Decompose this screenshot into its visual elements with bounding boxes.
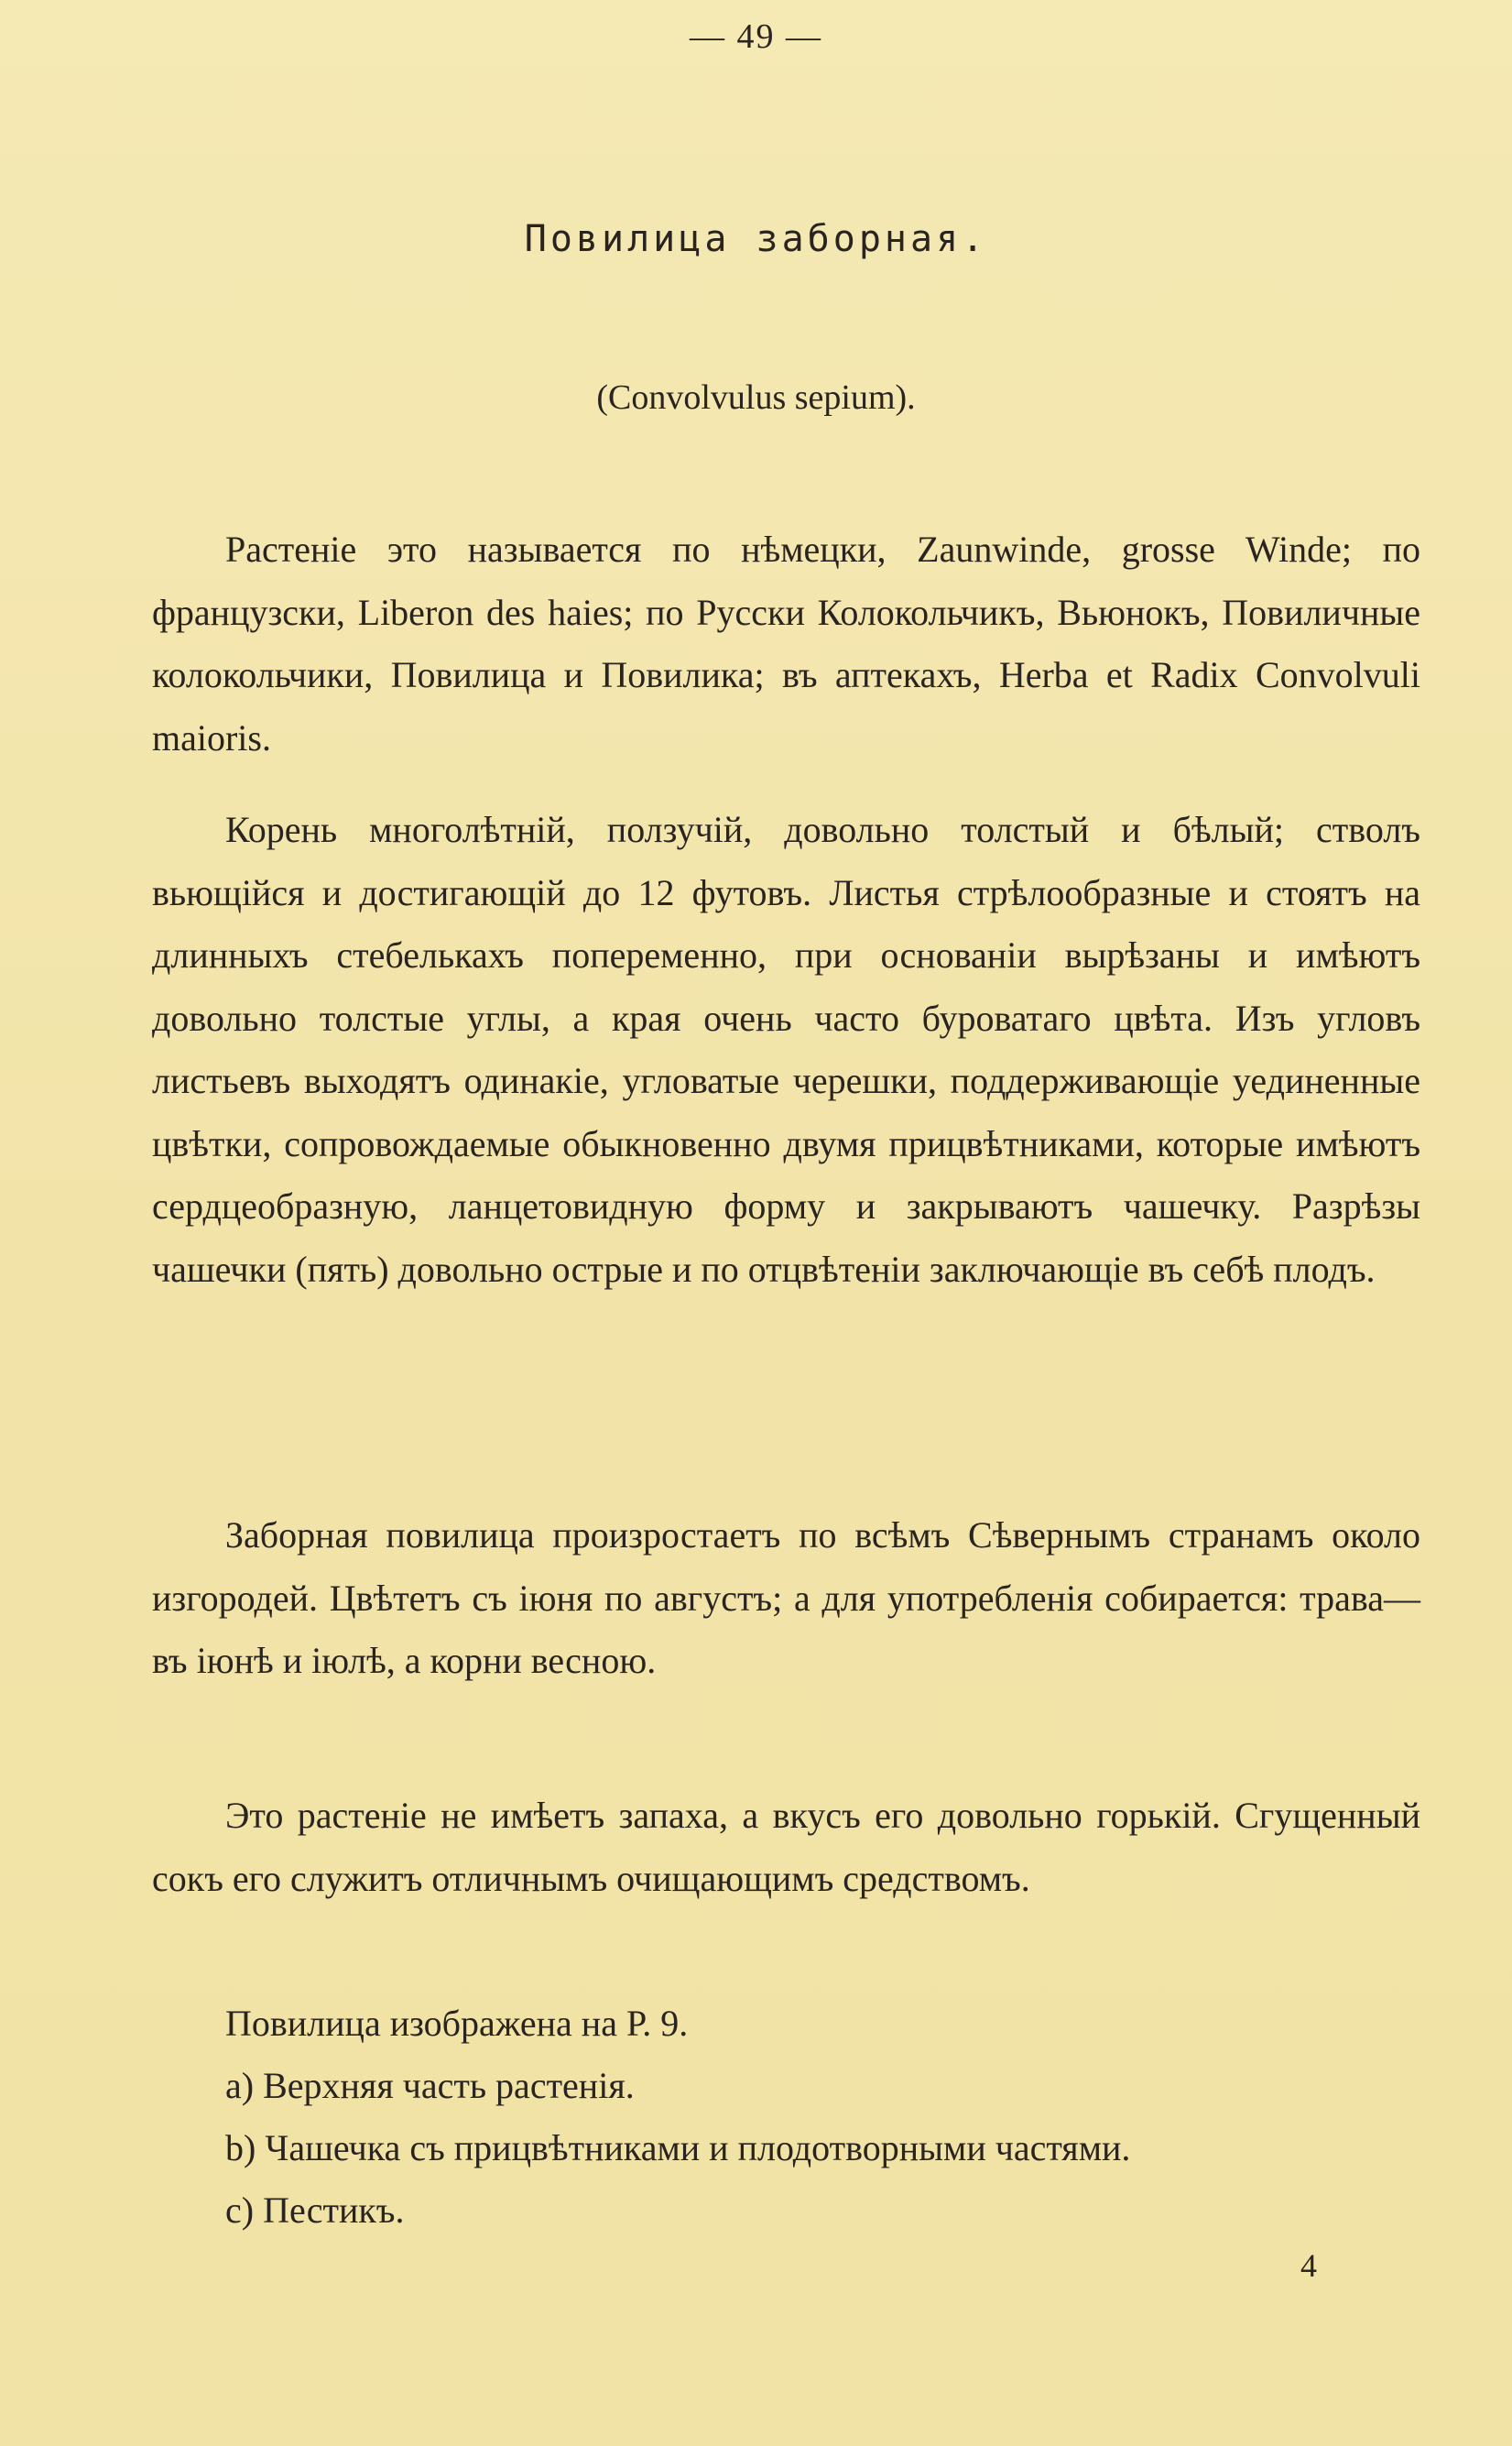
paragraph-properties	[152, 1785, 1420, 1910]
page-number: — 49 —	[690, 17, 822, 56]
legend-item-b: b) Чашечка съ прицвѣтниками и плодотворными частями.	[225, 2127, 1131, 2168]
paragraph-text: Заборная повилица произростаетъ по всѣмъ Сѣвернымъ странамъ около изгородей. Цвѣтетъ съ іюня по августъ; а для употребленія собирается: трава—въ іюнѣ и іюлѣ, а корни весною.	[152, 1514, 1420, 1681]
paragraph-text: Растеніе это называется по нѣмецки, Zaunwinde, grosse Winde; по французски, Liberon des haies; по Русски Колокольчикъ, Вьюнокъ, Повиличные колокольчики, Повилица и Повилика; въ аптекахъ, Herba et Radix Convolvuli maioris.	[152, 529, 1420, 759]
paragraph-habitat	[152, 1504, 1420, 1693]
paragraph-description	[152, 799, 1420, 1301]
legend-item-a: a) Верхняя часть растенія.	[225, 2065, 635, 2106]
figure-legend	[225, 1993, 1130, 2242]
paragraph-text: Корень многолѣтній, ползучій, довольно толстый и бѣлый; стволъ вьющійся и достигающій до 12 футовъ. Листья стрѣлообразные и стоятъ на длинныхъ стебелькахъ попеременно, при основаніи вырѣзаны и имѣютъ довольно толстые углы, а края очень часто буроватаго цвѣта. Изъ угловъ листьевъ выходятъ одинакіе, угловатые черешки, поддерживающіе уединенные цвѣтки, сопровождаемые обыкновенно двумя прицвѣтниками, которые имѣютъ сердцеобразную, ланцетовидную форму и закрываютъ чашечку. Разрѣзы чашечки (пять) довольно острые и по отцвѣтеніи заключающіе въ себѣ плодъ.	[152, 809, 1420, 1290]
figure-reference: Повилица изображена на Р. 9.	[225, 2003, 689, 2044]
legend-item-c: c) Пестикъ.	[225, 2189, 405, 2231]
signature-mark: 4	[1300, 2247, 1317, 2284]
page-title: Повилица заборная.	[524, 218, 988, 260]
paragraph-names	[152, 519, 1420, 770]
latin-name: (Convolvulus sepium).	[596, 378, 916, 417]
paragraph-text: Это растеніе не имѣетъ запаха, а вкусъ его довольно горькій. Сгущенный сокъ его служитъ отличнымъ очищающимъ средствомъ.	[152, 1795, 1420, 1899]
